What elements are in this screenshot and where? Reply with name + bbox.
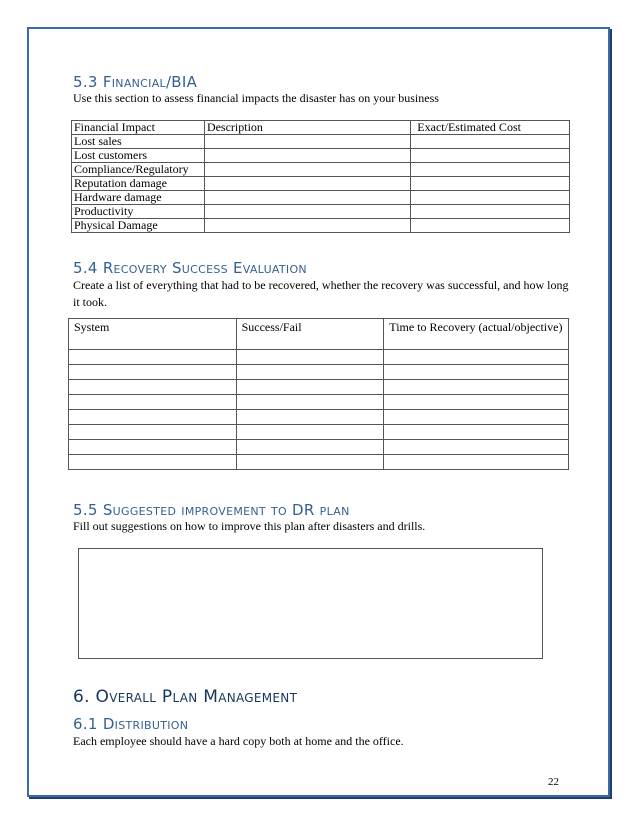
table-row xyxy=(69,350,569,365)
table-row xyxy=(69,410,569,425)
system-cell[interactable] xyxy=(69,425,237,440)
table-row xyxy=(69,380,569,395)
system-cell[interactable] xyxy=(69,455,237,470)
cost-cell[interactable] xyxy=(411,149,570,163)
system-cell[interactable] xyxy=(69,350,237,365)
section-5-4-intro: Create a list of everything that had to be recovered, whether the recovery was successful, and how long it took. xyxy=(73,278,569,309)
description-cell[interactable] xyxy=(204,177,410,191)
time-to-recovery-cell[interactable] xyxy=(384,425,569,440)
section-5-4-heading: 5.4 Recovery Success Evaluation xyxy=(73,259,307,277)
time-to-recovery-cell[interactable] xyxy=(384,350,569,365)
impact-cell: Lost sales xyxy=(72,135,205,149)
table-header-row xyxy=(72,121,570,135)
column-header: Financial Impact xyxy=(72,121,205,135)
success-fail-cell[interactable] xyxy=(236,350,384,365)
section-5-5-intro: Fill out suggestions on how to improve this plan after disasters and drills. xyxy=(73,519,426,533)
cost-cell[interactable] xyxy=(411,177,570,191)
column-header: Exact/Estimated Cost xyxy=(411,121,570,135)
time-to-recovery-cell[interactable] xyxy=(384,410,569,425)
section-5-3-heading: 5.3 Financial/BIA xyxy=(73,73,198,91)
table-row xyxy=(72,163,570,177)
impact-cell: Reputation damage xyxy=(72,177,205,191)
description-cell[interactable] xyxy=(204,149,410,163)
table-row xyxy=(69,425,569,440)
column-header: System xyxy=(69,319,237,350)
recovery-rows xyxy=(69,350,569,470)
success-fail-cell[interactable] xyxy=(236,455,384,470)
table-row xyxy=(69,395,569,410)
section-6-1-heading: 6.1 Distribution xyxy=(73,715,189,733)
impact-cell: Productivity xyxy=(72,205,205,219)
recovery-evaluation-table xyxy=(68,318,569,470)
section-6-heading: 6. Overall Plan Management xyxy=(73,687,298,707)
time-to-recovery-cell[interactable] xyxy=(384,380,569,395)
cost-cell[interactable] xyxy=(411,205,570,219)
cost-cell[interactable] xyxy=(411,191,570,205)
success-fail-cell[interactable] xyxy=(236,410,384,425)
description-cell[interactable] xyxy=(204,135,410,149)
table-row xyxy=(72,219,570,233)
time-to-recovery-cell[interactable] xyxy=(384,440,569,455)
system-cell[interactable] xyxy=(69,410,237,425)
time-to-recovery-cell[interactable] xyxy=(384,455,569,470)
description-cell[interactable] xyxy=(204,219,410,233)
cost-cell[interactable] xyxy=(411,219,570,233)
table-header-row xyxy=(69,319,569,350)
page-number: 22 xyxy=(548,776,559,788)
column-header: Success/Fail xyxy=(236,319,384,350)
cost-cell[interactable] xyxy=(411,135,570,149)
description-cell[interactable] xyxy=(204,191,410,205)
impact-cell: Compliance/Regulatory xyxy=(72,163,205,177)
system-cell[interactable] xyxy=(69,395,237,410)
time-to-recovery-cell[interactable] xyxy=(384,395,569,410)
table-row xyxy=(69,440,569,455)
impact-cell: Physical Damage xyxy=(72,219,205,233)
section-5-3-intro: Use this section to assess financial impacts the disaster has on your business xyxy=(73,91,439,105)
success-fail-cell[interactable] xyxy=(236,440,384,455)
description-cell[interactable] xyxy=(204,163,410,177)
table-row xyxy=(69,365,569,380)
system-cell[interactable] xyxy=(69,365,237,380)
system-cell[interactable] xyxy=(69,380,237,395)
table-row xyxy=(72,191,570,205)
success-fail-cell[interactable] xyxy=(236,395,384,410)
table-row xyxy=(72,149,570,163)
suggestions-textbox[interactable] xyxy=(78,548,543,659)
financial-impact-table xyxy=(71,120,570,233)
success-fail-cell[interactable] xyxy=(236,425,384,440)
column-header: Time to Recovery (actual/objective) xyxy=(384,319,569,350)
impact-cell: Hardware damage xyxy=(72,191,205,205)
system-cell[interactable] xyxy=(69,440,237,455)
table-row xyxy=(69,455,569,470)
impact-cell: Lost customers xyxy=(72,149,205,163)
description-cell[interactable] xyxy=(204,205,410,219)
success-fail-cell[interactable] xyxy=(236,380,384,395)
table-row xyxy=(72,205,570,219)
table-row xyxy=(72,177,570,191)
section-5-5-heading: 5.5 Suggested improvement to DR plan xyxy=(73,501,350,519)
table-row xyxy=(72,135,570,149)
section-6-1-intro: Each employee should have a hard copy both at home and the office. xyxy=(73,734,404,748)
cost-cell[interactable] xyxy=(411,163,570,177)
column-header: Description xyxy=(204,121,410,135)
success-fail-cell[interactable] xyxy=(236,365,384,380)
time-to-recovery-cell[interactable] xyxy=(384,365,569,380)
